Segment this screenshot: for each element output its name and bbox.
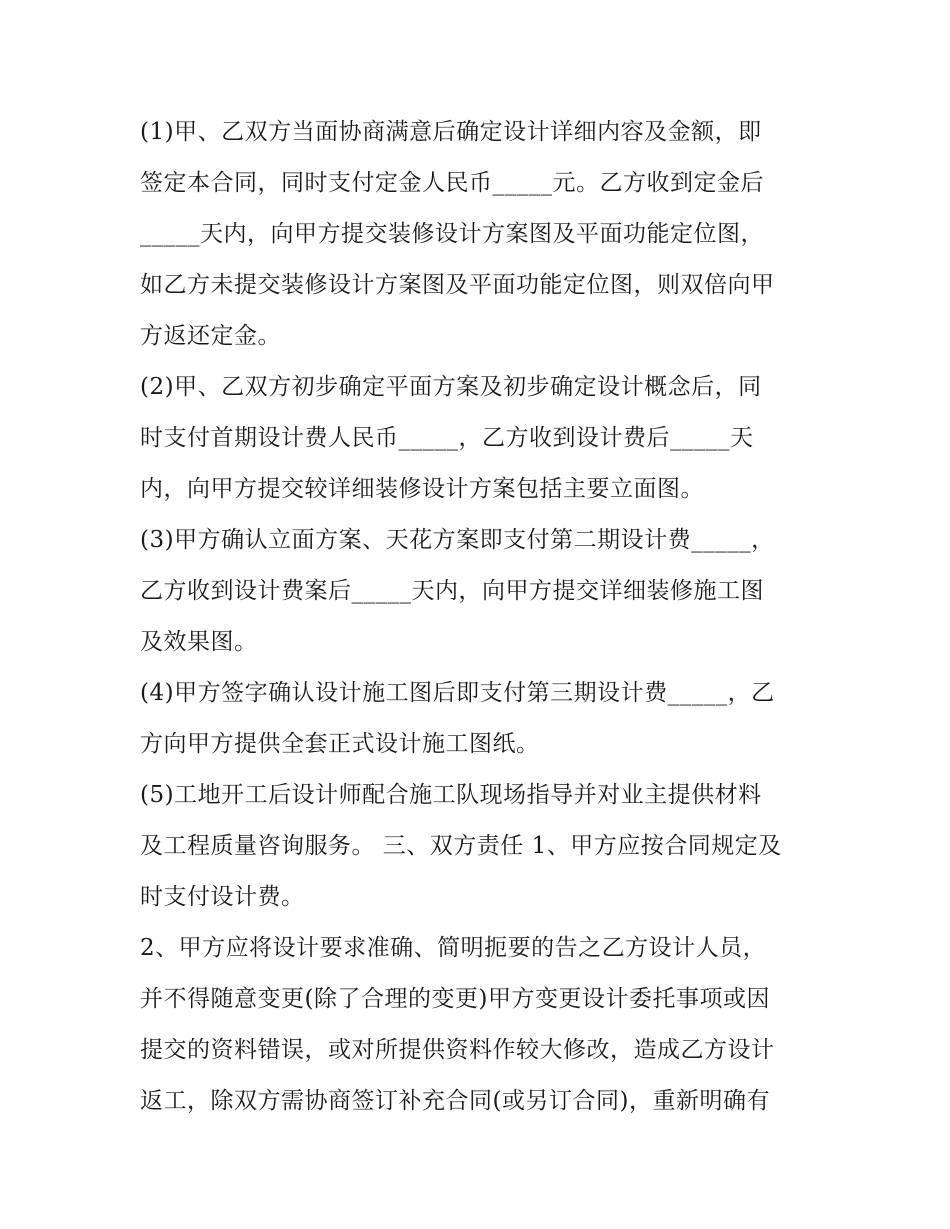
text-line: 2、甲方应将设计要求准确、简明扼要的告之乙方设计人员， [140,935,767,961]
text-line: 时支付设计费。 [140,884,305,910]
text-line: 方返还定金。 [140,323,281,349]
text-line: (4)甲方签字确认设计施工图后即支付第三期设计费_____，乙 [140,680,775,706]
text-line: 乙方收到设计费案后_____天内，向甲方提交详细装修施工图 [140,578,764,604]
text-line: 并不得随意变更(除了合理的变更)甲方变更设计委托事项或因 [140,986,770,1012]
text-line: 提交的资料错误，或对所提供资料作较大修改，造成乙方设计 [140,1037,775,1063]
text-line: 时支付首期设计费人民币_____，乙方收到设计费后_____天 [140,425,754,451]
text-line: (2)甲、乙双方初步确定平面方案及初步确定设计概念后，同 [140,374,762,400]
text-line: (3)甲方确认立面方案、天花方案即支付第二期设计费_____， [140,527,775,553]
text-line: 返工，除双方需协商签订补充合同(或另订合同)，重新明确有 [140,1088,770,1114]
contract-body [140,107,812,1127]
text-line: 签定本合同，同时支付定金人民币_____元。乙方收到定金后 [140,170,764,196]
text-line: 内，向甲方提交较详细装修设计方案包括主要立面图。 [140,476,704,502]
text-line: (1)甲、乙双方当面协商满意后确定设计详细内容及金额，即 [140,119,762,145]
text-line: 如乙方未提交装修设计方案图及平面功能定位图，则双倍向甲 [140,272,775,298]
text-line: (5)工地开工后设计师配合施工队现场指导并对业主提供材料 [140,782,762,808]
text-line: 及工程质量咨询服务。 三、双方责任 1、甲方应按合同规定及 [140,833,782,859]
text-line: 及效果图。 [140,629,258,655]
text-line: _____天内，向甲方提交装修设计方案图及平面功能定位图， [140,221,764,247]
text-line: 方向甲方提供全套正式设计施工图纸。 [140,731,540,757]
